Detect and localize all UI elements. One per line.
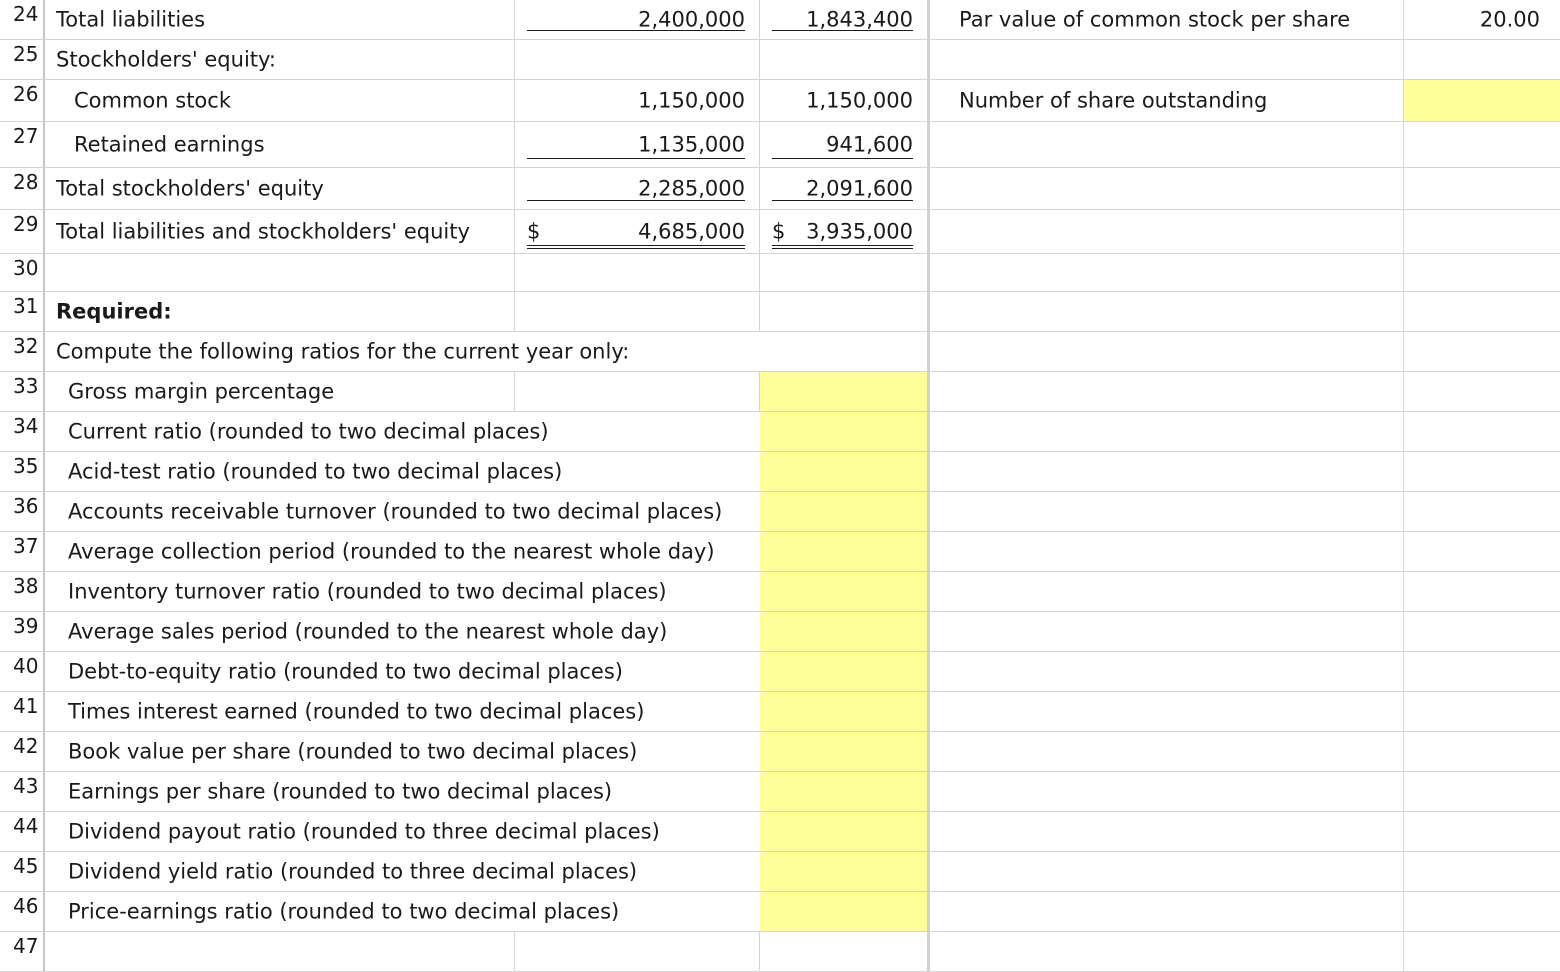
cell-side-value[interactable] [1404,412,1560,452]
ratio-row [0,732,1560,772]
row-header[interactable]: 42 [0,732,45,772]
ratio-row [0,572,1560,612]
ratio-label: Average sales period (rounded to the nearest whole day) [68,619,668,643]
ratio-label: Gross margin percentage [68,379,335,403]
ratio-row [0,412,1560,452]
cell-side-label[interactable] [930,168,1404,210]
row-header[interactable]: 37 [0,532,45,572]
ratio-label: Acid-test ratio (rounded to two decimal places) [68,459,563,483]
currency-symbol: $ [527,219,541,243]
ratio-row [0,452,1560,492]
ratio-answer-input[interactable] [760,372,930,412]
row-header[interactable]: 35 [0,452,45,492]
row-header[interactable]: 43 [0,772,45,812]
ratio-row [0,372,1560,412]
row-header[interactable]: 31 [0,292,45,332]
cell-current-year[interactable] [515,168,760,210]
cell-prior-year[interactable] [760,210,930,254]
cell-side-value[interactable] [1404,932,1560,972]
required-heading: Required: [56,299,172,323]
cell-side-label[interactable] [930,80,1404,122]
row-30 [0,254,1560,292]
ratio-answer-input[interactable] [760,772,930,812]
ratio-answer-input[interactable] [760,452,930,492]
row-header[interactable]: 30 [0,254,45,292]
cell-prior-year[interactable] [760,80,930,122]
cell-current-year[interactable] [515,292,760,332]
row-header[interactable]: 25 [0,40,45,80]
cell-label[interactable] [45,210,515,254]
row-header[interactable]: 47 [0,932,45,972]
ratio-row [0,532,1560,572]
cell-side-value[interactable] [1404,210,1560,254]
cell-label[interactable] [45,292,515,332]
total-equity-current: 2,285,000 [638,176,745,200]
cell-side-label[interactable] [930,852,1404,892]
cell-label[interactable] [45,812,760,852]
cell-side-label[interactable] [930,652,1404,692]
cell-current-year[interactable] [515,932,760,972]
cell-label[interactable] [45,692,760,732]
cell-side-value[interactable] [1404,532,1560,572]
total-equity-prior: 2,091,600 [806,176,913,200]
cell-label[interactable] [45,572,760,612]
cell-prior-year[interactable] [760,0,930,40]
row-header[interactable]: 36 [0,492,45,532]
cell-side-value[interactable] [1404,732,1560,772]
cell-side-label[interactable] [930,412,1404,452]
shares-outstanding-input[interactable] [1404,80,1560,122]
total-equity-label: Total stockholders' equity [56,176,324,200]
cell-label[interactable] [45,732,760,772]
stockholders-equity-heading: Stockholders' equity: [56,47,276,71]
cell-side-value[interactable] [1404,168,1560,210]
total-liabilities-current: 2,400,000 [638,7,745,31]
row-27 [0,122,1560,168]
cell-current-year[interactable] [515,254,760,292]
cell-side-value[interactable] [1404,812,1560,852]
cell-side-value[interactable] [1404,492,1560,532]
row-header[interactable]: 39 [0,612,45,652]
cell-current-year[interactable] [515,40,760,80]
cell-side-label[interactable] [930,492,1404,532]
row-header[interactable]: 45 [0,852,45,892]
cell-label[interactable] [45,772,760,812]
cell-side-label[interactable] [930,372,1404,412]
total-liabilities-prior: 1,843,400 [806,7,913,31]
cell-label[interactable] [45,0,515,40]
cell-side-value[interactable] [1404,772,1560,812]
row-header[interactable]: 41 [0,692,45,732]
common-stock-current: 1,150,000 [638,88,745,112]
instructions-text: Compute the following ratios for the current year only: [56,339,630,363]
cell-side-value[interactable] [1404,372,1560,412]
par-value: 20.00 [1479,7,1540,31]
cell-side-label[interactable] [930,122,1404,168]
shares-outstanding-label: Number of share outstanding [959,88,1268,112]
ratio-label: Price-earnings ratio (rounded to two decimal places) [68,899,620,923]
row-header[interactable]: 40 [0,652,45,692]
cell-label[interactable] [45,892,760,932]
ratio-answer-input[interactable] [760,492,930,532]
cell-side-label[interactable] [930,892,1404,932]
cell-side-value[interactable] [1404,40,1560,80]
cell-side-value[interactable] [1404,254,1560,292]
row-31 [0,292,1560,332]
cell-current-year[interactable] [515,210,760,254]
cell-side-value[interactable] [1404,572,1560,612]
cell-label[interactable] [45,122,515,168]
cell-label[interactable] [45,412,760,452]
currency-symbol: $ [772,219,786,243]
ratio-row [0,852,1560,892]
retained-earnings-prior: 941,600 [826,132,913,156]
single-underline [527,158,745,159]
cell-current-year[interactable] [515,372,760,412]
cell-prior-year[interactable] [760,168,930,210]
cell-side-label[interactable] [930,932,1404,972]
cell-label[interactable] [45,372,515,412]
cell-side-label[interactable] [930,332,1404,372]
row-header[interactable]: 44 [0,812,45,852]
cell-prior-year[interactable] [760,292,930,332]
total-liabilities-equity-prior: 3,935,000 [806,219,913,243]
row-24 [0,0,1560,40]
ratio-label: Book value per share (rounded to two decimal places) [68,739,638,763]
cell-prior-year[interactable] [760,332,930,372]
common-stock-label: Common stock [74,88,231,112]
cell-label[interactable] [45,80,515,122]
cell-prior-year[interactable] [760,122,930,168]
ratio-row [0,812,1560,852]
total-liabilities-equity-label: Total liabilities and stockholders' equity [56,219,470,243]
cell-side-label[interactable] [930,210,1404,254]
row-header[interactable]: 33 [0,372,45,412]
row-header[interactable]: 32 [0,332,45,372]
cell-prior-year[interactable] [760,254,930,292]
cell-prior-year[interactable] [760,40,930,80]
row-header[interactable]: 29 [0,210,45,254]
cell-side-label[interactable] [930,40,1404,80]
retained-earnings-current: 1,135,000 [638,132,745,156]
ratio-row [0,692,1560,732]
cell-current-year[interactable] [515,80,760,122]
ratio-label: Dividend yield ratio (rounded to three decimal places) [68,859,638,883]
ratio-label: Accounts receivable turnover (rounded to two decimal places) [68,499,723,523]
cell-side-value[interactable] [1404,292,1560,332]
row-header[interactable]: 26 [0,80,45,122]
ratio-row [0,772,1560,812]
cell-side-label[interactable] [930,572,1404,612]
ratio-label: Current ratio (rounded to two decimal places) [68,419,549,443]
row-26 [0,80,1560,122]
cell-side-label[interactable] [930,772,1404,812]
cell-side-value[interactable] [1404,652,1560,692]
ratio-row [0,652,1560,692]
double-underline [527,245,745,249]
ratio-label: Times interest earned (rounded to two decimal places) [68,699,645,723]
ratio-answer-input[interactable] [760,532,930,572]
cell-side-label[interactable] [930,612,1404,652]
row-47 [0,932,1560,972]
ratio-answer-input[interactable] [760,652,930,692]
cell-side-label[interactable] [930,0,1404,40]
ratio-answer-input[interactable] [760,612,930,652]
single-underline [772,200,913,201]
row-header[interactable]: 27 [0,122,45,168]
cell-side-label[interactable] [930,452,1404,492]
ratio-label: Average collection period (rounded to the nearest whole day) [68,539,715,563]
cell-label[interactable] [45,254,515,292]
par-value-label: Par value of common stock per share [959,7,1351,31]
ratio-answer-input[interactable] [760,852,930,892]
cell-side-label[interactable] [930,292,1404,332]
total-liabilities-equity-current: 4,685,000 [638,219,745,243]
ratio-label: Debt-to-equity ratio (rounded to two decimal places) [68,659,623,683]
cell-side-label[interactable] [930,732,1404,772]
cell-label[interactable] [45,452,760,492]
cell-side-value[interactable] [1404,332,1560,372]
cell-side-value[interactable] [1404,0,1560,40]
row-29 [0,210,1560,254]
ratio-answer-input[interactable] [760,812,930,852]
cell-side-label[interactable] [930,254,1404,292]
row-32 [0,332,1560,372]
row-header[interactable]: 28 [0,168,45,210]
row-header[interactable]: 24 [0,0,45,40]
cell-label[interactable] [45,612,760,652]
ratio-answer-input[interactable] [760,692,930,732]
single-underline [527,200,745,201]
retained-earnings-label: Retained earnings [74,132,265,156]
ratio-label: Earnings per share (rounded to two decimal places) [68,779,613,803]
ratio-label: Inventory turnover ratio (rounded to two decimal places) [68,579,667,603]
row-header[interactable]: 46 [0,892,45,932]
cell-side-label[interactable] [930,532,1404,572]
cell-side-value[interactable] [1404,852,1560,892]
cell-label[interactable] [45,532,760,572]
double-underline [772,245,913,249]
cell-side-value[interactable] [1404,122,1560,168]
cell-side-value[interactable] [1404,452,1560,492]
ratio-answer-input[interactable] [760,412,930,452]
row-header[interactable]: 38 [0,572,45,612]
ratio-row [0,892,1560,932]
ratio-row [0,612,1560,652]
cell-label[interactable] [45,652,760,692]
cell-label[interactable] [45,492,760,532]
cell-side-label[interactable] [930,692,1404,732]
row-header[interactable]: 34 [0,412,45,452]
cell-label[interactable] [45,168,515,210]
cell-current-year[interactable] [515,122,760,168]
cell-label[interactable] [45,852,760,892]
single-underline [772,158,913,159]
ratio-label: Dividend payout ratio (rounded to three decimal places) [68,819,660,843]
common-stock-prior: 1,150,000 [806,88,913,112]
total-liabilities-label: Total liabilities [56,7,206,31]
row-25 [0,40,1560,80]
cell-side-value[interactable] [1404,892,1560,932]
row-28 [0,168,1560,210]
cell-label[interactable] [45,40,515,80]
cell-current-year[interactable] [515,0,760,40]
cell-label[interactable] [45,932,515,972]
cell-side-value[interactable] [1404,692,1560,732]
cell-prior-year[interactable] [760,932,930,972]
ratio-answer-input[interactable] [760,572,930,612]
cell-side-label[interactable] [930,812,1404,852]
cell-label[interactable] [45,332,760,372]
cell-side-value[interactable] [1404,612,1560,652]
ratio-answer-input[interactable] [760,892,930,932]
ratio-row [0,492,1560,532]
ratio-answer-input[interactable] [760,732,930,772]
